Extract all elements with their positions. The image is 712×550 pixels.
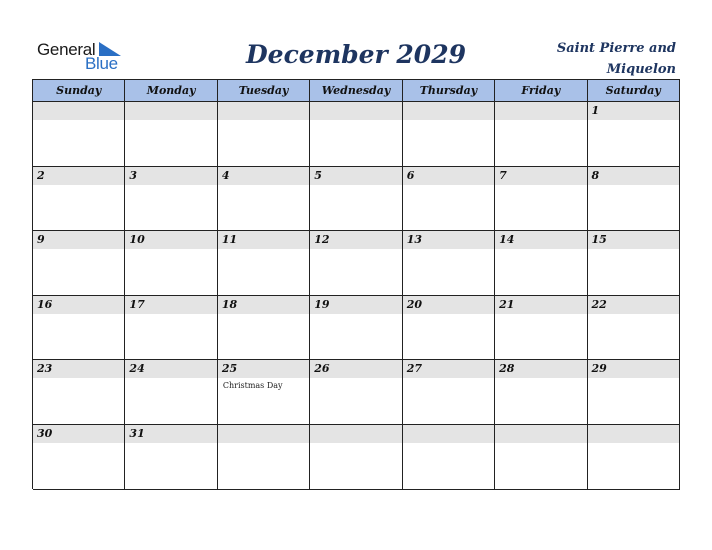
day-number: 25 [221, 362, 238, 376]
day-cell-5 [310, 167, 402, 232]
day-cell-16 [33, 296, 125, 361]
day-cell-empty [495, 102, 587, 167]
day-cell-23 [33, 360, 125, 425]
day-number-band [218, 167, 309, 185]
day-cell-6 [403, 167, 495, 232]
day-number-band [403, 425, 494, 443]
day-cell-empty [310, 102, 402, 167]
weekday-header-tuesday: Tuesday [218, 80, 310, 102]
day-number-band [588, 425, 679, 443]
day-number: 22 [591, 297, 607, 311]
day-number: 23 [37, 362, 53, 376]
day-number: 9 [37, 233, 45, 247]
day-number: 10 [129, 233, 145, 247]
day-cell-3 [125, 167, 217, 232]
day-number: 14 [499, 233, 515, 247]
day-cell-20 [403, 296, 495, 361]
day-number: 24 [129, 362, 145, 376]
day-number-band [495, 102, 586, 120]
day-cell-10 [125, 231, 217, 296]
day-cell-21 [495, 296, 587, 361]
day-number: 26 [314, 362, 330, 376]
day-number-band [403, 102, 494, 120]
day-number: 11 [221, 233, 238, 247]
day-cell-8 [588, 167, 680, 232]
day-number-band [125, 167, 216, 185]
day-cell-empty [125, 102, 217, 167]
day-cell-empty [403, 102, 495, 167]
day-number-band [403, 167, 494, 185]
day-number-band [495, 425, 586, 443]
day-cell-18 [218, 296, 310, 361]
day-number-band [495, 167, 586, 185]
weekday-header-sunday: Sunday [33, 80, 125, 102]
week-row [33, 360, 680, 425]
day-cell-24 [125, 360, 217, 425]
day-number: 1 [591, 104, 600, 117]
day-number: 6 [406, 168, 415, 182]
day-number: 20 [406, 297, 422, 311]
week-row [33, 167, 680, 232]
day-number: 19 [314, 297, 330, 311]
weeks-container [33, 102, 680, 490]
day-cell-13 [403, 231, 495, 296]
day-cell-empty [588, 425, 680, 490]
day-number-band [33, 167, 124, 185]
day-cell-12 [310, 231, 402, 296]
day-number: 27 [406, 362, 422, 376]
day-cell-4 [218, 167, 310, 232]
day-number: 16 [37, 297, 53, 311]
day-cell-30 [33, 425, 125, 490]
day-number: 12 [314, 233, 330, 247]
day-cell-empty [218, 102, 310, 167]
day-cell-15 [588, 231, 680, 296]
day-cell-7 [495, 167, 587, 232]
day-number: 21 [499, 297, 515, 311]
day-number-band [310, 425, 401, 443]
weekday-header-saturday: Saturday [588, 80, 680, 102]
day-number-band [33, 102, 124, 120]
day-number-band [33, 231, 124, 249]
day-number: 13 [406, 233, 422, 247]
day-number: 18 [221, 297, 238, 311]
day-number: 30 [37, 426, 53, 440]
weekday-header-friday: Friday [495, 80, 587, 102]
day-number: 3 [129, 168, 138, 182]
day-cell-19 [310, 296, 402, 361]
calendar-grid [32, 79, 680, 489]
logo-word-general: General [37, 40, 96, 59]
day-cell-22 [588, 296, 680, 361]
day-cell-11 [218, 231, 310, 296]
day-number: 5 [314, 168, 322, 182]
weekday-header-wednesday: Wednesday [310, 80, 402, 102]
day-number: 28 [499, 362, 515, 376]
week-row [33, 425, 680, 490]
week-row [33, 231, 680, 296]
day-number: 29 [591, 362, 607, 376]
week-row [33, 102, 680, 167]
day-number: 8 [591, 168, 600, 182]
logo [37, 38, 137, 74]
holiday-label: Christmas Day [222, 381, 283, 391]
day-number-band [588, 102, 679, 120]
day-number-band [310, 102, 401, 120]
day-number: 7 [499, 168, 507, 182]
weekday-header-row [33, 80, 680, 102]
day-cell-empty [403, 425, 495, 490]
day-cell-26 [310, 360, 402, 425]
day-number-band [310, 167, 401, 185]
region-name: Saint Pierre and Miquelon [556, 41, 676, 77]
day-cell-1 [588, 102, 680, 167]
day-cell-14 [495, 231, 587, 296]
day-number-band [218, 102, 309, 120]
day-number: 2 [37, 168, 45, 182]
day-cell-31 [125, 425, 217, 490]
logo-word-blue: Blue [85, 54, 118, 73]
day-cell-empty [495, 425, 587, 490]
weekday-header-monday: Monday [125, 80, 217, 102]
day-number: 15 [591, 233, 607, 247]
day-cell-29 [588, 360, 680, 425]
day-number: 17 [129, 297, 145, 311]
day-cell-27 [403, 360, 495, 425]
page-title: December 2029 [245, 40, 466, 69]
day-cell-empty [310, 425, 402, 490]
weekday-header-thursday: Thursday [403, 80, 495, 102]
day-number: 4 [221, 168, 230, 182]
day-cell-2 [33, 167, 125, 232]
day-cell-empty [218, 425, 310, 490]
day-cell-25 [218, 360, 310, 425]
day-number-band [218, 425, 309, 443]
day-number: 31 [129, 426, 145, 440]
week-row [33, 296, 680, 361]
day-number-band [588, 167, 679, 185]
day-cell-17 [125, 296, 217, 361]
day-cell-9 [33, 231, 125, 296]
day-number-band [125, 102, 216, 120]
day-cell-28 [495, 360, 587, 425]
day-cell-empty [33, 102, 125, 167]
